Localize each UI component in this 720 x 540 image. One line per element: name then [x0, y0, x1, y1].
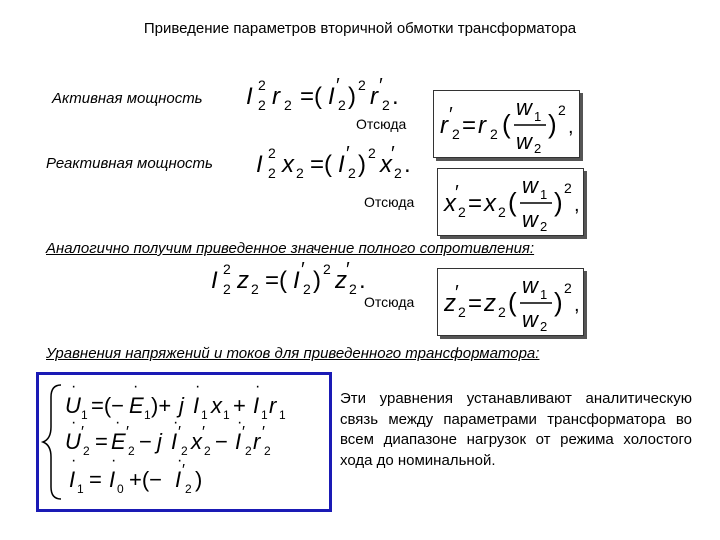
svg-text:r: r	[440, 112, 448, 139]
svg-text:): )	[548, 109, 557, 139]
label-equations-header: Уравнения напряжений и токов для приведенного трансформатора:	[46, 345, 540, 362]
svg-text:z: z	[484, 290, 496, 317]
svg-text:=: =	[95, 429, 108, 454]
formula-box-z2	[437, 268, 584, 336]
svg-text:2: 2	[358, 77, 366, 93]
svg-text:x: x	[444, 190, 456, 217]
svg-text:I: I	[338, 151, 345, 178]
svg-text:=: =	[468, 190, 483, 217]
svg-text:I: I	[328, 83, 335, 110]
svg-text:E: E	[111, 429, 126, 454]
svg-text:r: r	[478, 112, 486, 139]
svg-text:I: I	[256, 151, 263, 178]
svg-text:1: 1	[201, 408, 208, 422]
description-paragraph: Эти уравнения устанавливают аналитическую связь между параметрами трансформатора во всем диапазоне нагрузок от режима холостого хода до номинальной.	[340, 390, 692, 469]
svg-text:2: 2	[181, 444, 188, 458]
svg-text:·: ·	[115, 414, 121, 431]
svg-text:I: I	[175, 467, 182, 492]
svg-text:w: w	[522, 173, 538, 198]
svg-text:′: ′	[346, 143, 350, 165]
svg-text:=(: =(	[300, 83, 323, 110]
otsyuda-3: Отсюда	[364, 294, 415, 310]
svg-text:−: −	[139, 429, 152, 454]
svg-text:2: 2	[303, 281, 311, 297]
svg-text:′: ′	[455, 282, 459, 304]
svg-text:2: 2	[185, 482, 192, 496]
impedance-equation	[205, 256, 385, 300]
svg-text:z: z	[335, 267, 347, 294]
active-power-equation	[240, 72, 410, 116]
svg-text:.: .	[404, 151, 411, 178]
svg-text:′: ′	[262, 424, 265, 441]
svg-text:′: ′	[391, 143, 395, 165]
svg-text:1: 1	[279, 408, 286, 422]
svg-text:1: 1	[223, 408, 230, 422]
svg-text:2: 2	[452, 126, 460, 142]
svg-text:2: 2	[204, 444, 211, 458]
svg-text:): )	[554, 287, 563, 317]
svg-text:I: I	[109, 467, 116, 492]
svg-text:I: I	[235, 429, 242, 454]
svg-text:2: 2	[558, 102, 566, 118]
page-title: Приведение параметров вторичной обмотки трансформатора	[143, 20, 577, 37]
svg-text:′: ′	[455, 182, 459, 204]
svg-text:z: z	[444, 290, 456, 317]
svg-text:′: ′	[379, 75, 383, 97]
svg-text:2: 2	[258, 77, 266, 93]
svg-text:=(: =(	[310, 151, 333, 178]
svg-text:x: x	[211, 393, 222, 418]
svg-text:1: 1	[77, 482, 84, 496]
svg-text:·: ·	[237, 414, 243, 431]
svg-text:2: 2	[338, 97, 346, 113]
svg-text:,: ,	[574, 294, 580, 316]
svg-text:.: .	[359, 267, 366, 294]
svg-text:1: 1	[540, 187, 548, 202]
svg-text:−: −	[215, 429, 228, 454]
svg-text:w: w	[522, 207, 538, 232]
svg-text:1: 1	[261, 408, 268, 422]
svg-text:r: r	[370, 83, 378, 110]
svg-text:2: 2	[258, 97, 266, 113]
svg-text:2: 2	[458, 304, 466, 320]
otsyuda-2: Отсюда	[364, 194, 415, 210]
svg-text:I: I	[246, 83, 253, 110]
svg-text:2: 2	[540, 219, 548, 234]
svg-text:w: w	[516, 95, 532, 120]
svg-text:I: I	[211, 267, 218, 294]
svg-text:′: ′	[301, 259, 305, 281]
svg-text:′: ′	[126, 424, 129, 441]
svg-text:2: 2	[394, 165, 402, 181]
svg-text:′: ′	[336, 75, 340, 97]
svg-text:·: ·	[71, 414, 77, 431]
svg-text:·: ·	[173, 414, 179, 431]
svg-text:(: (	[502, 109, 511, 139]
svg-text:2: 2	[223, 281, 231, 297]
svg-text:1: 1	[144, 408, 151, 422]
svg-text:(: (	[508, 187, 517, 217]
svg-text:I: I	[293, 267, 300, 294]
svg-text:′: ′	[449, 104, 453, 126]
svg-text:0: 0	[117, 482, 124, 496]
svg-text:2: 2	[128, 444, 135, 458]
svg-text:I: I	[69, 467, 76, 492]
svg-text:w: w	[522, 307, 538, 332]
svg-text:.: .	[392, 83, 399, 110]
svg-text:U: U	[65, 429, 81, 454]
svg-text:z: z	[237, 267, 249, 294]
label-active-power: Активная мощность	[52, 90, 203, 107]
svg-text:): )	[313, 267, 321, 294]
svg-text:2: 2	[83, 444, 90, 458]
svg-text:2: 2	[458, 204, 466, 220]
svg-text:2: 2	[498, 304, 506, 320]
svg-text:2: 2	[296, 165, 304, 181]
svg-text:j: j	[157, 429, 162, 454]
svg-text:)+: )+	[151, 393, 172, 418]
svg-text:′: ′	[81, 424, 84, 441]
svg-text:j: j	[179, 393, 184, 418]
svg-text:): )	[554, 187, 563, 217]
svg-text:x: x	[282, 151, 294, 178]
svg-text:=: =	[89, 467, 102, 492]
svg-text:2: 2	[349, 281, 357, 297]
svg-text:,: ,	[568, 116, 574, 138]
svg-text:+: +	[233, 393, 246, 418]
equations-system	[39, 375, 329, 509]
svg-text:·: ·	[111, 452, 117, 469]
svg-text:2: 2	[323, 261, 331, 277]
svg-text:1: 1	[540, 287, 548, 302]
svg-text:(: (	[508, 287, 517, 317]
svg-text:2: 2	[251, 281, 259, 297]
svg-text:E: E	[129, 393, 144, 418]
svg-text:w: w	[522, 273, 538, 298]
svg-text:2: 2	[534, 141, 542, 156]
svg-text:′: ′	[178, 424, 181, 441]
svg-text:=(: =(	[265, 267, 288, 294]
svg-text:′: ′	[242, 424, 245, 441]
svg-text:·: ·	[71, 452, 77, 469]
svg-text:=: =	[462, 112, 477, 139]
svg-text:2: 2	[490, 126, 498, 142]
svg-text:=: =	[468, 290, 483, 317]
svg-text:2: 2	[382, 97, 390, 113]
label-analogous: Аналогично получим приведенное значение полного сопротивления:	[46, 240, 535, 257]
svg-text:·: ·	[177, 452, 183, 469]
reactive-power-equation	[250, 140, 430, 184]
svg-text:·: ·	[255, 378, 261, 395]
svg-text:): )	[348, 83, 356, 110]
svg-text:=(−: =(−	[91, 393, 125, 418]
svg-text:′: ′	[346, 259, 350, 281]
svg-text:1: 1	[534, 109, 542, 124]
svg-text:x: x	[191, 429, 202, 454]
svg-text:2: 2	[540, 319, 548, 334]
svg-text:2: 2	[284, 97, 292, 113]
svg-text:x: x	[484, 190, 496, 217]
svg-text:x: x	[380, 151, 392, 178]
svg-text:2: 2	[564, 280, 572, 296]
svg-text:r: r	[272, 83, 280, 110]
formula-box-r2	[433, 90, 580, 158]
svg-text:2: 2	[268, 145, 276, 161]
svg-text:U: U	[65, 393, 81, 418]
svg-text:2: 2	[564, 180, 572, 196]
svg-text:r: r	[253, 429, 261, 454]
formula-box-x2	[437, 168, 584, 236]
label-reactive-power: Реактивная мощность	[46, 155, 213, 172]
svg-text:2: 2	[368, 145, 376, 161]
svg-text:2: 2	[245, 444, 252, 458]
svg-text:+(−: +(−	[129, 467, 163, 492]
svg-text:): )	[195, 467, 203, 492]
otsyuda-1: Отсюда	[356, 116, 407, 132]
svg-text:I: I	[171, 429, 178, 454]
svg-text:): )	[358, 151, 366, 178]
svg-text:2: 2	[498, 204, 506, 220]
svg-text:I: I	[193, 393, 200, 418]
svg-text:2: 2	[268, 165, 276, 181]
svg-text:w: w	[516, 129, 532, 154]
svg-text:2: 2	[348, 165, 356, 181]
svg-text:′: ′	[202, 424, 205, 441]
svg-text:I: I	[253, 393, 260, 418]
svg-text:1: 1	[81, 408, 88, 422]
equations-system-box	[36, 372, 332, 512]
svg-text:′: ′	[182, 462, 185, 479]
svg-text:r: r	[269, 393, 277, 418]
svg-text:2: 2	[223, 261, 231, 277]
svg-text:·: ·	[195, 378, 201, 395]
svg-text:2: 2	[264, 444, 271, 458]
svg-text:,: ,	[574, 194, 580, 216]
svg-text:·: ·	[71, 378, 77, 395]
svg-text:·: ·	[133, 378, 139, 395]
